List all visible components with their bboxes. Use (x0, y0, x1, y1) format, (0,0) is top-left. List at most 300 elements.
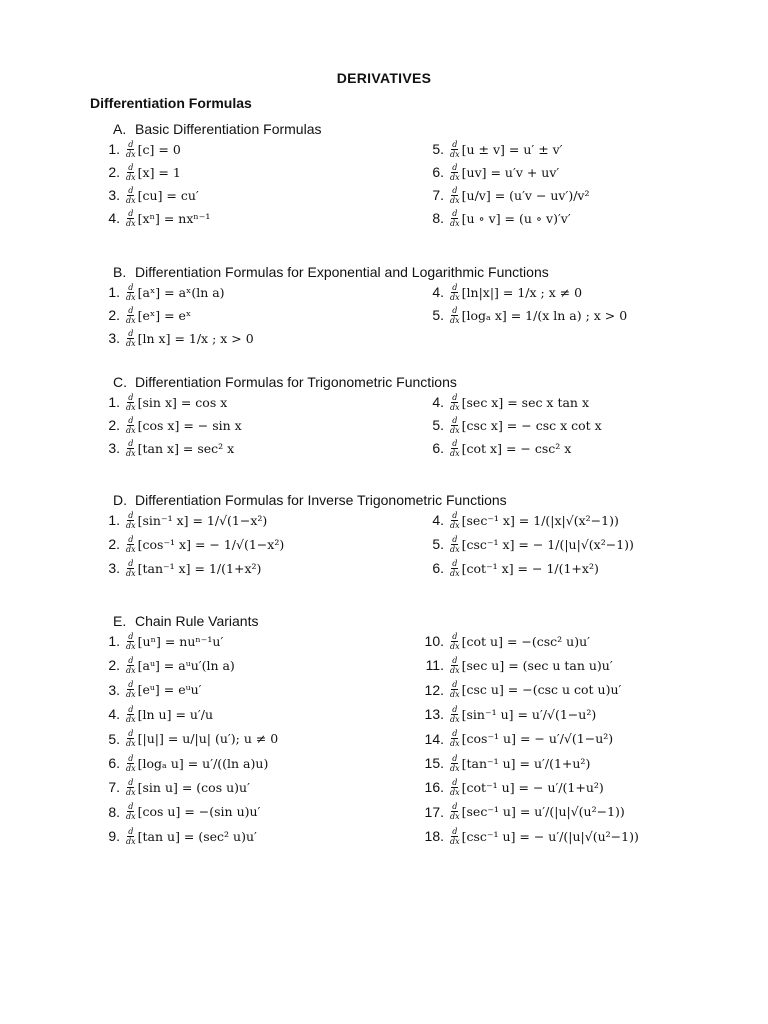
formula-item (410, 801, 625, 823)
formula-item (98, 801, 260, 823)
derivative-operator (126, 283, 136, 302)
derivative-denominator: dx (126, 172, 136, 182)
formula-number: 3. (108, 560, 120, 576)
derivative-denominator: dx (450, 787, 460, 797)
formula-expression (126, 511, 267, 530)
derivative-operator (126, 705, 136, 724)
formula-expression (450, 778, 604, 797)
derivative-operator (450, 705, 460, 724)
derivative-denominator: dx (126, 714, 136, 724)
derivative-denominator: dx (126, 338, 136, 348)
document-title: DERIVATIVES (336, 70, 432, 86)
derivative-numerator: d (452, 185, 458, 195)
derivative-numerator: d (452, 753, 458, 763)
formula-number: 1. (108, 284, 120, 300)
formula-expression (450, 754, 590, 773)
derivative-denominator: dx (450, 568, 460, 578)
formula-number: 6. (432, 440, 444, 456)
formula-number: 9. (108, 828, 120, 845)
formula-number: 6. (108, 755, 120, 771)
derivative-numerator: d (452, 655, 458, 665)
formula-number: 7. (108, 779, 120, 796)
formula-item (410, 752, 590, 774)
formula-expression (126, 827, 257, 846)
formula-item (410, 776, 604, 798)
derivative-numerator: d (128, 704, 134, 714)
formula-body: [ln|x|] = 1/x ; x ≠ 0 (461, 284, 583, 300)
formula-number: 5. (432, 536, 444, 552)
derivative-operator (450, 778, 460, 797)
derivative-denominator: dx (126, 544, 136, 554)
formula-body: [tan x] = sec² x (137, 440, 235, 456)
formula-body: [csc⁻¹ u] = − u′/(|u|√(u²−1)) (461, 828, 639, 844)
formula-expression (126, 632, 223, 651)
derivative-numerator: d (128, 631, 134, 641)
derivative-denominator: dx (126, 665, 136, 675)
derivative-numerator: d (128, 139, 134, 149)
section-heading (113, 492, 507, 508)
derivative-denominator: dx (126, 690, 136, 700)
formula-expression (126, 209, 210, 228)
derivative-numerator: d (128, 510, 134, 520)
formula-expression (450, 306, 627, 325)
formula-body: [cot u] = −(csc² u)u′ (461, 633, 590, 649)
formula-body: [cos⁻¹ x] = − 1/√(1−x²) (137, 536, 285, 552)
formula-number: 5. (432, 307, 444, 323)
derivative-denominator: dx (450, 836, 460, 846)
section-letter: E. (113, 613, 127, 629)
derivative-numerator: d (128, 162, 134, 172)
formula-item (98, 138, 181, 160)
derivative-operator (450, 393, 460, 412)
formula-expression (450, 186, 590, 205)
formula-expression (450, 416, 602, 435)
formula-number: 2. (108, 657, 120, 674)
formula-expression (450, 705, 596, 724)
derivative-numerator: d (128, 655, 134, 665)
formula-item (410, 304, 627, 326)
formula-expression (126, 656, 235, 675)
derivative-operator (450, 163, 460, 182)
formula-body: [cu] = cu′ (137, 187, 199, 203)
formula-expression (450, 632, 590, 651)
formula-expression (126, 802, 260, 821)
derivative-operator (450, 632, 460, 651)
formula-expression (450, 656, 613, 675)
formula-body: [tan u] = (sec² u)u′ (137, 828, 257, 844)
formula-number: 15. (424, 755, 444, 771)
derivative-operator (126, 140, 136, 159)
derivative-denominator: dx (126, 520, 136, 530)
derivative-denominator: dx (450, 195, 460, 205)
derivative-operator (450, 535, 460, 554)
derivative-denominator: dx (126, 836, 136, 846)
formula-body: [eˣ] = eˣ (137, 307, 192, 323)
section-heading (113, 374, 457, 390)
derivative-denominator: dx (126, 425, 136, 435)
formula-expression (126, 535, 284, 554)
derivative-operator (126, 416, 136, 435)
formula-body: [uv] = u′v + uv′ (461, 164, 560, 180)
formula-expression (126, 416, 242, 435)
formula-expression (450, 209, 571, 228)
derivative-numerator: d (452, 826, 458, 836)
section-letter: B. (113, 264, 127, 280)
formula-expression (450, 827, 639, 846)
derivative-operator (126, 163, 136, 182)
section-heading (113, 613, 258, 629)
derivative-operator (450, 306, 460, 325)
section-letter: D. (113, 492, 127, 508)
formula-expression (126, 680, 201, 699)
section-heading-text: Differentiation Formulas for Trigonometric Functions (135, 374, 457, 390)
derivative-denominator: dx (450, 641, 460, 651)
derivative-operator (126, 827, 136, 846)
formula-body: [ln x] = 1/x ; x > 0 (137, 330, 254, 346)
formula-number: 1. (108, 394, 120, 410)
derivative-denominator: dx (126, 641, 136, 651)
derivative-operator (450, 729, 460, 748)
derivative-operator (126, 329, 136, 348)
formula-body: [uⁿ] = nuⁿ⁻¹u′ (137, 633, 224, 649)
formula-item (98, 728, 278, 750)
formula-item (98, 630, 223, 652)
formula-item (98, 654, 235, 676)
derivative-operator (126, 186, 136, 205)
derivative-denominator: dx (126, 787, 136, 797)
derivative-numerator: d (128, 777, 134, 787)
formula-item (98, 304, 191, 326)
derivative-numerator: d (452, 680, 458, 690)
formula-item (410, 184, 590, 206)
formula-number: 17. (424, 803, 444, 820)
formula-expression (126, 778, 250, 797)
derivative-numerator: d (128, 185, 134, 195)
formula-number: 8. (432, 210, 444, 226)
formula-number: 3. (108, 330, 120, 346)
formula-number: 4. (432, 512, 444, 528)
formula-number: 7. (432, 187, 444, 203)
formula-expression (126, 186, 199, 205)
derivative-operator (450, 827, 460, 846)
formula-item (98, 184, 199, 206)
derivative-numerator: d (452, 558, 458, 568)
derivative-denominator: dx (450, 739, 460, 749)
derivative-denominator: dx (126, 568, 136, 578)
derivative-operator (126, 306, 136, 325)
formula-item (410, 825, 639, 847)
formula-item (410, 414, 602, 436)
formula-number: 10. (424, 633, 444, 649)
formula-number: 16. (424, 779, 444, 796)
derivative-denominator: dx (450, 315, 460, 325)
derivative-operator (126, 535, 136, 554)
derivative-operator (450, 656, 460, 675)
formula-item (98, 414, 242, 436)
derivative-numerator: d (452, 729, 458, 739)
derivative-denominator: dx (450, 172, 460, 182)
formula-body: [x] = 1 (137, 164, 181, 180)
derivative-numerator: d (128, 328, 134, 338)
formula-body: [cos x] = − sin x (137, 417, 242, 433)
derivative-denominator: dx (126, 218, 136, 228)
formula-number: 1. (108, 141, 120, 157)
formula-expression (450, 439, 571, 458)
formula-item (410, 703, 596, 725)
derivative-numerator: d (128, 438, 134, 448)
derivative-operator (126, 511, 136, 530)
section-letter: C. (113, 374, 127, 390)
derivative-denominator: dx (450, 714, 460, 724)
derivative-operator (450, 802, 460, 821)
formula-body: [cot⁻¹ u] = − u′/(1+u²) (461, 779, 604, 795)
formula-body: [csc x] = − csc x cot x (461, 417, 602, 433)
derivative-operator (126, 393, 136, 412)
formula-item (98, 703, 213, 725)
formula-expression (450, 140, 563, 159)
formula-body: [cos⁻¹ u] = − u′/√(1−u²) (461, 731, 614, 747)
formula-number: 14. (424, 730, 444, 747)
derivative-operator (450, 680, 460, 699)
formula-expression (450, 802, 625, 821)
derivative-denominator: dx (450, 292, 460, 302)
formula-body: [tan⁻¹ x] = 1/(1+x²) (137, 560, 262, 576)
derivative-denominator: dx (450, 665, 460, 675)
derivative-denominator: dx (126, 739, 136, 749)
formula-expression (126, 306, 191, 325)
formula-expression (126, 754, 268, 773)
derivative-operator (126, 439, 136, 458)
formula-expression (126, 329, 254, 348)
derivative-numerator: d (452, 510, 458, 520)
formula-item (410, 654, 613, 676)
formula-item (98, 776, 250, 798)
derivative-denominator: dx (450, 812, 460, 822)
derivative-denominator: dx (450, 149, 460, 159)
formula-number: 12. (424, 681, 444, 698)
derivative-numerator: d (452, 162, 458, 172)
derivative-numerator: d (452, 415, 458, 425)
formula-item (410, 533, 634, 555)
formula-number: 18. (424, 828, 444, 845)
formula-body: [tan⁻¹ u] = u′/(1+u²) (461, 755, 591, 771)
section-heading-text: Differentiation Formulas for Inverse Trigonometric Functions (135, 492, 507, 508)
derivative-operator (126, 778, 136, 797)
section-letter: A. (113, 121, 127, 137)
formula-body: [u ∘ v] = (u ∘ v)′v′ (461, 210, 571, 226)
formula-number: 6. (432, 560, 444, 576)
formula-number: 2. (108, 164, 120, 180)
formula-expression (126, 705, 213, 724)
formula-body: [sec⁻¹ x] = 1/(|x|√(x²−1)) (461, 512, 619, 528)
formula-item (410, 281, 582, 303)
formula-body: [aˣ] = aˣ(ln a) (137, 284, 225, 300)
formula-number: 3. (108, 440, 120, 456)
formula-item (98, 679, 201, 701)
formula-expression (126, 163, 181, 182)
derivative-numerator: d (128, 282, 134, 292)
derivative-numerator: d (128, 415, 134, 425)
formula-body: [xⁿ] = nxⁿ⁻¹ (137, 210, 211, 226)
formula-number: 2. (108, 307, 120, 323)
derivative-operator (450, 186, 460, 205)
document-subtitle: Differentiation Formulas (90, 95, 252, 111)
formula-number: 2. (108, 536, 120, 552)
formula-number: 4. (108, 210, 120, 226)
formula-number: 3. (108, 187, 120, 203)
formula-number: 5. (432, 417, 444, 433)
derivative-numerator: d (128, 729, 134, 739)
formula-body: [logₐ u] = u′/((ln a)u) (137, 755, 269, 771)
formula-expression (126, 140, 181, 159)
formula-body: [sin⁻¹ x] = 1/√(1−x²) (137, 512, 268, 528)
formula-item (410, 509, 619, 531)
formula-body: [sin u] = (cos u)u′ (137, 779, 250, 795)
derivative-operator (126, 754, 136, 773)
derivative-numerator: d (452, 534, 458, 544)
formula-expression (126, 393, 227, 412)
formula-body: [sin⁻¹ u] = u′/√(1−u²) (461, 706, 597, 722)
formula-item (98, 437, 234, 459)
formula-number: 5. (432, 141, 444, 157)
derivative-numerator: d (128, 534, 134, 544)
derivative-numerator: d (452, 777, 458, 787)
formula-item (98, 533, 284, 555)
formula-item (98, 825, 257, 847)
formula-body: [|u|] = u/|u| (u′); u ≠ 0 (137, 731, 279, 747)
derivative-operator (450, 511, 460, 530)
formula-expression (126, 439, 234, 458)
formula-item (410, 161, 559, 183)
section-heading (113, 121, 321, 137)
derivative-denominator: dx (450, 448, 460, 458)
derivative-denominator: dx (126, 763, 136, 773)
derivative-denominator: dx (450, 544, 460, 554)
derivative-numerator: d (128, 208, 134, 218)
derivative-operator (126, 656, 136, 675)
derivative-denominator: dx (126, 448, 136, 458)
derivative-operator (450, 439, 460, 458)
formula-expression (450, 283, 582, 302)
formula-item (98, 509, 267, 531)
formula-item (98, 557, 261, 579)
formula-body: [u ± v] = u′ ± v′ (461, 141, 563, 157)
derivative-numerator: d (452, 282, 458, 292)
formula-item (98, 391, 227, 413)
derivative-operator (450, 559, 460, 578)
formula-body: [sin x] = cos x (137, 394, 228, 410)
formula-body: [cot x] = − csc² x (461, 440, 572, 456)
formula-item (98, 207, 210, 229)
formula-item (410, 679, 621, 701)
formula-expression (126, 559, 261, 578)
derivative-numerator: d (452, 704, 458, 714)
derivative-numerator: d (452, 802, 458, 812)
formula-body: [cos u] = −(sin u)u′ (137, 804, 261, 820)
formula-number: 1. (108, 633, 120, 649)
derivative-operator (126, 802, 136, 821)
derivative-operator (126, 729, 136, 748)
formula-number: 4. (108, 706, 120, 723)
derivative-numerator: d (452, 392, 458, 402)
derivative-operator (126, 209, 136, 228)
formula-expression (450, 535, 634, 554)
formula-number: 8. (108, 803, 120, 820)
formula-body: [cot⁻¹ x] = − 1/(1+x²) (461, 560, 599, 576)
derivative-operator (126, 559, 136, 578)
formula-expression (450, 559, 599, 578)
derivative-numerator: d (452, 208, 458, 218)
section-heading-text: Basic Differentiation Formulas (135, 121, 322, 137)
formula-number: 4. (432, 394, 444, 410)
derivative-numerator: d (128, 802, 134, 812)
formula-number: 5. (108, 730, 120, 747)
derivative-denominator: dx (126, 292, 136, 302)
formula-expression (450, 680, 621, 699)
derivative-denominator: dx (450, 402, 460, 412)
derivative-operator (450, 209, 460, 228)
formula-expression (126, 283, 225, 302)
derivative-numerator: d (452, 438, 458, 448)
formula-number: 2. (108, 417, 120, 433)
derivative-denominator: dx (450, 690, 460, 700)
derivative-operator (126, 680, 136, 699)
formula-item (98, 161, 181, 183)
formula-item (98, 752, 268, 774)
formula-number: 1. (108, 512, 120, 528)
formula-item (410, 391, 589, 413)
derivative-operator (126, 632, 136, 651)
formula-item (410, 557, 599, 579)
derivative-operator (450, 416, 460, 435)
formula-expression (450, 393, 589, 412)
formula-item (410, 138, 563, 160)
derivative-denominator: dx (450, 425, 460, 435)
formula-body: [u/v] = (u′v − uv′)/v² (461, 187, 590, 203)
formula-body: [c] = 0 (137, 141, 181, 157)
formula-number: 4. (432, 284, 444, 300)
formula-body: [ln u] = u′/u (137, 706, 214, 722)
formula-body: [aᵘ] = aᵘu′(ln a) (137, 657, 235, 673)
derivative-denominator: dx (126, 402, 136, 412)
formula-body: [sec u] = (sec u tan u)u′ (461, 657, 613, 673)
derivative-denominator: dx (126, 812, 136, 822)
section-heading (113, 264, 549, 280)
formula-body: [csc⁻¹ x] = − 1/(|u|√(x²−1)) (461, 536, 634, 552)
formula-item (410, 207, 571, 229)
formula-expression (450, 729, 613, 748)
derivative-operator (450, 754, 460, 773)
section-heading-text: Chain Rule Variants (135, 613, 259, 629)
formula-number: 11. (425, 657, 444, 674)
derivative-numerator: d (452, 139, 458, 149)
derivative-denominator: dx (450, 520, 460, 530)
derivative-numerator: d (128, 680, 134, 690)
formula-expression (450, 163, 559, 182)
formula-number: 3. (108, 681, 120, 698)
formula-item (410, 728, 613, 750)
derivative-numerator: d (128, 305, 134, 315)
formula-body: [logₐ x] = 1/(x ln a) ; x > 0 (461, 307, 628, 323)
derivative-denominator: dx (126, 195, 136, 205)
formula-body: [csc u] = −(csc u cot u)u′ (461, 682, 622, 698)
formula-item (98, 327, 254, 349)
formula-body: [sec x] = sec x tan x (461, 394, 590, 410)
derivative-numerator: d (128, 826, 134, 836)
formula-body: [sec⁻¹ u] = u′/(|u|√(u²−1)) (461, 804, 625, 820)
formula-number: 13. (424, 706, 444, 723)
derivative-denominator: dx (450, 763, 460, 773)
